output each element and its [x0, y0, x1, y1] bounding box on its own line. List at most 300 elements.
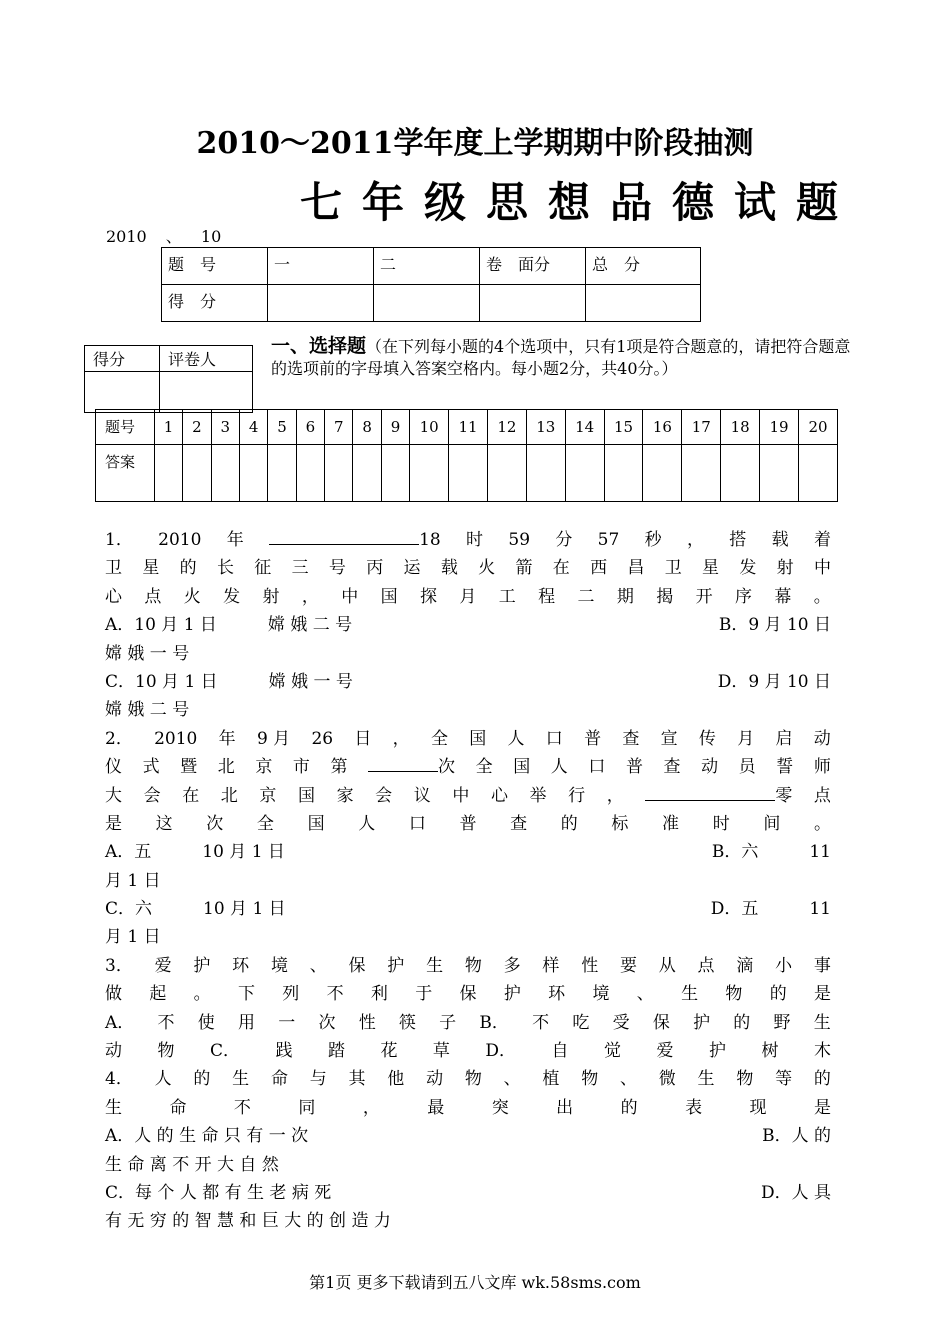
question-token: 。: [193, 984, 211, 1005]
question-token: B．9 月 10 日: [718, 615, 831, 636]
question-token: 箭: [515, 558, 533, 579]
question-token: 在: [552, 558, 570, 579]
question-token: 护: [693, 1012, 711, 1033]
answer-cell[interactable]: [381, 445, 409, 502]
question-token: 的: [769, 984, 787, 1005]
section-instruction: [271, 335, 863, 380]
question-token: 师: [813, 757, 831, 778]
question-token: ，: [606, 785, 624, 806]
score-cell: [586, 285, 701, 322]
question-token: 期: [616, 586, 634, 607]
answer-grid-number: 19: [760, 410, 799, 445]
question-token: 是: [105, 813, 122, 834]
question-token: 年: [226, 530, 244, 550]
answer-cell[interactable]: [296, 445, 324, 502]
answer-cell[interactable]: [643, 445, 682, 502]
question-token: 号: [328, 558, 346, 579]
question-token: 启: [775, 728, 793, 749]
question-token: 与: [309, 1069, 327, 1090]
question-token: 表: [685, 1097, 703, 1118]
score-cell: [268, 285, 374, 322]
question-token: 火: [183, 586, 201, 607]
question-token: ，: [362, 1097, 380, 1118]
question-token: 这: [155, 813, 173, 834]
question-token: 查: [510, 813, 528, 834]
question-token: 准: [662, 813, 680, 834]
question-token: 有 无 穷 的 智 慧 和 巨 大 的 创 造 力: [105, 1211, 391, 1232]
question-token: 人: [358, 813, 376, 834]
question-token: D．五 11: [710, 899, 831, 920]
answer-blank[interactable]: [368, 753, 438, 772]
question-token: 动: [701, 757, 719, 778]
score-header-cell: 总 分: [586, 248, 701, 285]
question-token: 野: [773, 1012, 791, 1033]
question-token: 滴: [736, 955, 754, 976]
question-token: 点: [144, 586, 162, 607]
question-token: 国: [307, 813, 325, 834]
answer-cell[interactable]: [682, 445, 721, 502]
question-line: [105, 696, 831, 724]
question-token: 不: [157, 1012, 175, 1033]
question-token: 生: [426, 955, 444, 976]
question-token: 年: [218, 728, 236, 749]
question-token: 2010: [158, 530, 202, 550]
question-token: 国: [469, 728, 487, 749]
answer-cell[interactable]: [565, 445, 604, 502]
question-token: 人: [550, 757, 568, 778]
question-token: 是: [814, 984, 831, 1005]
question-line: [105, 611, 831, 639]
question-token: 觉: [604, 1041, 622, 1062]
question-token: 生: [232, 1069, 250, 1090]
question-token: 开: [695, 586, 713, 607]
answer-cell[interactable]: [526, 445, 565, 502]
answer-grid-a-label: 答案: [96, 445, 155, 502]
score-cell: [480, 285, 586, 322]
answer-cell[interactable]: [721, 445, 760, 502]
answer-cell[interactable]: [487, 445, 526, 502]
question-token: 。: [813, 813, 831, 834]
question-token: 行: [568, 785, 586, 806]
question-token: 植: [542, 1069, 560, 1090]
question-token: 2．: [105, 728, 133, 749]
question-token: 会: [143, 785, 161, 806]
question-token: 点: [697, 955, 715, 976]
exam-subject-title: 七年级思想品德试题: [300, 178, 859, 227]
question-token: 59: [508, 530, 531, 550]
question-token: 保: [459, 984, 477, 1005]
question-line: [105, 810, 831, 838]
question-token: C．六 10 月 1 日: [105, 899, 286, 920]
grader-score-cell: [85, 372, 160, 413]
question-token: 载: [440, 558, 458, 579]
question-token: 不: [233, 1097, 251, 1118]
question-token: 环: [232, 955, 250, 976]
question-line: [105, 952, 831, 980]
question-token: D．9 月 10 日: [717, 671, 831, 692]
question-token: 命: [169, 1097, 187, 1118]
answer-cell[interactable]: [325, 445, 353, 502]
grader-name-cell: [160, 372, 253, 413]
answer-grid-number: 7: [325, 410, 353, 445]
question-token: 草: [432, 1041, 450, 1062]
question-token: 口: [545, 728, 563, 749]
question-token: 征: [254, 558, 272, 579]
question-token: A．10 月 1 日 嫦 娥 二 号: [105, 615, 353, 636]
page-footer: 第1页 更多下载请到五八文库 wk.58sms.com: [309, 1273, 641, 1292]
question-token: 家: [336, 785, 354, 806]
question-line: [105, 782, 831, 810]
question-token: 丙: [366, 558, 384, 579]
question-token: 踏: [327, 1041, 345, 1062]
question-token: 起: [149, 984, 167, 1005]
answer-cell[interactable]: [604, 445, 643, 502]
question-token: 爱: [154, 955, 172, 976]
question-token: 生: [697, 1069, 715, 1090]
question-token: 探: [420, 586, 437, 607]
question-token: 月 1 日: [105, 870, 161, 891]
question-token: 西: [590, 558, 608, 579]
question-token: 他: [387, 1069, 405, 1090]
question-token: 星: [142, 558, 160, 579]
question-token: 木: [813, 1041, 831, 1062]
question-token: 二: [577, 586, 595, 607]
question-token: 出: [556, 1097, 574, 1118]
grader-label: 评卷人: [160, 346, 253, 372]
question-token: 物: [736, 1069, 754, 1090]
answer-cell[interactable]: [410, 445, 449, 502]
question-line: [105, 923, 831, 951]
question-line: [105, 1179, 831, 1207]
question-token: 月: [737, 728, 755, 749]
question-token: 等: [775, 1069, 793, 1090]
question-token: 其: [348, 1069, 366, 1090]
question-token: 次: [368, 753, 455, 781]
answer-grid-number: 8: [353, 410, 381, 445]
question-token: 生: [813, 1012, 831, 1033]
answer-cell[interactable]: [211, 445, 239, 502]
question-token: ，: [301, 586, 319, 607]
question-line: [105, 1151, 831, 1179]
question-token: 传: [698, 728, 716, 749]
section-heading: 一、选择题: [271, 335, 367, 357]
question-token: 发: [739, 558, 757, 579]
answer-grid-number: 13: [526, 410, 565, 445]
answer-cell[interactable]: [268, 445, 296, 502]
question-token: 物: [464, 1069, 482, 1090]
question-token: 事: [813, 955, 831, 976]
question-line: [105, 753, 831, 781]
question-token: D．: [485, 1041, 517, 1062]
question-token: 时: [466, 530, 484, 550]
answer-grid-q-label: 题号: [96, 410, 155, 445]
question-line: [105, 640, 831, 668]
question-token: 保: [348, 955, 366, 976]
question-token: 搭: [729, 530, 747, 550]
answer-grid-number: 10: [410, 410, 449, 445]
question-token: 样: [542, 955, 560, 976]
answer-cell[interactable]: [239, 445, 267, 502]
question-token: 的: [733, 1012, 751, 1033]
question-token: 序: [735, 586, 752, 607]
question-token: 动: [426, 1069, 444, 1090]
section-instruction-text: （在下列每小题的4个选项中，只有1项是符合题意的，请把符合题意的选项前的字母填入答案空格内。每小题2分，共40分。）: [271, 337, 851, 378]
answer-grid-number: 4: [239, 410, 267, 445]
answer-blank[interactable]: [269, 526, 419, 545]
question-token: 的: [560, 813, 578, 834]
question-token: 花: [380, 1041, 398, 1062]
question-token: 一: [278, 1012, 296, 1033]
question-token: A．: [105, 1012, 135, 1033]
question-line: [105, 1065, 831, 1093]
question-token: 1．: [105, 530, 133, 550]
question-token: 卫: [105, 558, 122, 579]
answer-grid-number: 3: [211, 410, 239, 445]
question-token: C．: [209, 1041, 240, 1062]
question-token: 三: [291, 558, 309, 579]
question-token: 嫦 娥 二 号: [105, 700, 190, 721]
question-token: 18: [269, 526, 441, 554]
question-token: 揭: [656, 586, 674, 607]
question-token: 标: [611, 813, 629, 834]
answer-cell[interactable]: [183, 445, 211, 502]
score-header-cell: 题 号: [162, 248, 268, 285]
question-token: 中: [813, 558, 831, 579]
question-token: 第: [330, 757, 348, 778]
question-token: 57: [597, 530, 620, 550]
question-token: 不: [532, 1012, 550, 1033]
question-token: 、: [309, 955, 327, 976]
question-token: 微: [658, 1069, 676, 1090]
answer-cell[interactable]: [353, 445, 381, 502]
answer-grid-number: 2: [183, 410, 211, 445]
question-token: 的: [620, 1097, 638, 1118]
question-token: 护: [387, 955, 405, 976]
question-token: 最: [427, 1097, 445, 1118]
question-token: 载: [771, 530, 789, 550]
question-token: 暨: [180, 757, 198, 778]
question-token: 物: [157, 1041, 175, 1062]
answer-cell[interactable]: [760, 445, 799, 502]
answer-blank[interactable]: [645, 782, 775, 801]
question-token: B．人 的: [762, 1126, 831, 1147]
question-token: 受: [612, 1012, 630, 1033]
answer-grid-number: 11: [449, 410, 488, 445]
question-token: 利: [370, 984, 388, 1005]
score-header-cell: 一: [268, 248, 374, 285]
question-line: [105, 1009, 831, 1037]
grader-score-label: 得分: [85, 346, 160, 372]
question-token: 树: [761, 1041, 779, 1062]
question-token: 吃: [572, 1012, 590, 1033]
question-token: 日: [354, 728, 372, 749]
answer-cell[interactable]: [449, 445, 488, 502]
question-token: 全: [256, 813, 274, 834]
question-token: 护: [503, 984, 521, 1005]
question-token: 会: [375, 785, 393, 806]
question-token: 做: [105, 984, 122, 1005]
answer-grid-number: 16: [643, 410, 682, 445]
question-token: 昌: [627, 558, 645, 579]
question-token: 工: [498, 586, 516, 607]
question-token: 中: [341, 586, 359, 607]
question-token: 秒: [644, 530, 662, 550]
question-token: 生 命 离 不 开 大 自 然: [105, 1154, 279, 1175]
question-line: [105, 867, 831, 895]
answer-grid-number: 9: [381, 410, 409, 445]
question-token: 口: [588, 757, 606, 778]
question-token: 要: [619, 955, 637, 976]
question-token: 议: [413, 785, 431, 806]
question-line: [105, 1207, 831, 1235]
question-token: 物: [581, 1069, 599, 1090]
question-token: 宣: [660, 728, 678, 749]
exam-title: 2010～2011学年度上学期期中阶段抽测: [196, 126, 754, 161]
question-token: 北: [220, 785, 238, 806]
question-token: 物: [725, 984, 743, 1005]
question-token: 时: [712, 813, 730, 834]
answer-grid-number: 14: [565, 410, 604, 445]
question-token: 护: [193, 955, 211, 976]
question-token: 式: [142, 757, 160, 778]
question-token: 的: [179, 558, 197, 579]
question-token: 9 月: [256, 728, 291, 749]
question-token: B．: [479, 1012, 509, 1033]
score-header-cell: 卷 面分: [480, 248, 586, 285]
question-token: 月 1 日: [105, 927, 161, 948]
question-token: 人: [507, 728, 525, 749]
question-token: 次: [318, 1012, 336, 1033]
question-token: 用: [237, 1012, 255, 1033]
question-token: 普: [625, 757, 643, 778]
question-token: 现: [749, 1097, 767, 1118]
question-token: 程: [538, 586, 556, 607]
question-token: 发: [223, 586, 241, 607]
question-token: 次: [206, 813, 224, 834]
question-token: 长: [216, 558, 234, 579]
answer-grid-number: 17: [682, 410, 721, 445]
question-token: 环: [548, 984, 566, 1005]
question-token: B．六 11: [711, 842, 831, 863]
question-token: 射: [262, 586, 280, 607]
answer-cell[interactable]: [798, 445, 837, 502]
question-token: 仪: [105, 757, 122, 778]
question-token: 国: [297, 785, 315, 806]
question-token: 京: [259, 785, 277, 806]
question-token: 中: [452, 785, 470, 806]
question-token: 国: [380, 586, 398, 607]
question-line: [105, 526, 831, 554]
question-token: 、: [636, 984, 654, 1005]
question-token: 在: [182, 785, 200, 806]
question-token: 零: [645, 782, 792, 810]
question-token: 查: [622, 728, 640, 749]
question-token: 筷: [398, 1012, 416, 1033]
question-token: 境: [270, 955, 288, 976]
answer-grid: [95, 409, 838, 502]
question-token: 誓: [776, 757, 794, 778]
question-token: 性: [358, 1012, 376, 1033]
question-token: 卫: [664, 558, 682, 579]
score-table: [161, 247, 701, 322]
question-token: 列: [282, 984, 300, 1005]
question-token: 突: [491, 1097, 509, 1118]
answer-grid-number: 20: [798, 410, 837, 445]
question-token: 间: [763, 813, 781, 834]
question-token: 的: [193, 1069, 211, 1090]
question-token: 2010: [154, 728, 198, 749]
question-line: [105, 980, 831, 1008]
question-token: ，: [686, 530, 704, 550]
question-token: ，: [392, 728, 410, 749]
answer-grid-number: 15: [604, 410, 643, 445]
question-token: 4．: [105, 1069, 133, 1090]
answer-grid-number: 12: [487, 410, 526, 445]
score-header-cell: 二: [374, 248, 480, 285]
question-token: 保: [652, 1012, 670, 1033]
question-token: 26: [311, 728, 334, 749]
question-token: 口: [408, 813, 426, 834]
question-token: 普: [584, 728, 602, 749]
question-token: 国: [513, 757, 531, 778]
question-token: 火: [478, 558, 496, 579]
question-token: 。: [813, 586, 831, 607]
question-token: 北: [217, 757, 235, 778]
question-token: 查: [663, 757, 681, 778]
answer-cell[interactable]: [154, 445, 182, 502]
question-line: [105, 668, 831, 696]
question-token: A．五 10 月 1 日: [105, 842, 285, 863]
question-line: [105, 725, 831, 753]
question-token: 是: [813, 1097, 831, 1118]
answer-grid-number: 5: [268, 410, 296, 445]
question-token: 运: [403, 558, 421, 579]
question-line: [105, 895, 831, 923]
question-token: 不: [326, 984, 344, 1005]
question-token: 点: [813, 785, 831, 806]
question-token: 京: [255, 757, 273, 778]
question-token: 同: [298, 1097, 316, 1118]
answer-grid-number: 1: [154, 410, 182, 445]
question-token: 自: [551, 1041, 569, 1062]
question-token: 物: [464, 955, 482, 976]
question-line: [105, 583, 831, 611]
question-token: 下: [237, 984, 255, 1005]
question-token: 践: [275, 1041, 293, 1062]
question-token: 动: [105, 1041, 122, 1062]
question-token: 射: [776, 558, 794, 579]
question-token: 人: [154, 1069, 172, 1090]
question-token: 动: [813, 728, 831, 749]
question-token: 全: [430, 728, 448, 749]
question-token: 月: [459, 586, 477, 607]
question-token: 小: [775, 955, 793, 976]
question-token: 大: [105, 785, 122, 806]
answer-grid-number: 18: [721, 410, 760, 445]
question-token: 生: [105, 1097, 122, 1118]
question-token: D．人 具: [760, 1182, 831, 1203]
question-token: 分: [555, 530, 573, 550]
question-token: 命: [270, 1069, 288, 1090]
question-token: C．10 月 1 日 嫦 娥 一 号: [105, 671, 353, 692]
question-line: [105, 1094, 831, 1122]
question-token: 全: [475, 757, 493, 778]
question-token: 心: [105, 586, 122, 607]
answer-grid-number: 6: [296, 410, 324, 445]
question-token: 员: [738, 757, 756, 778]
question-token: 多: [503, 955, 521, 976]
question-token: 、: [503, 1069, 521, 1090]
